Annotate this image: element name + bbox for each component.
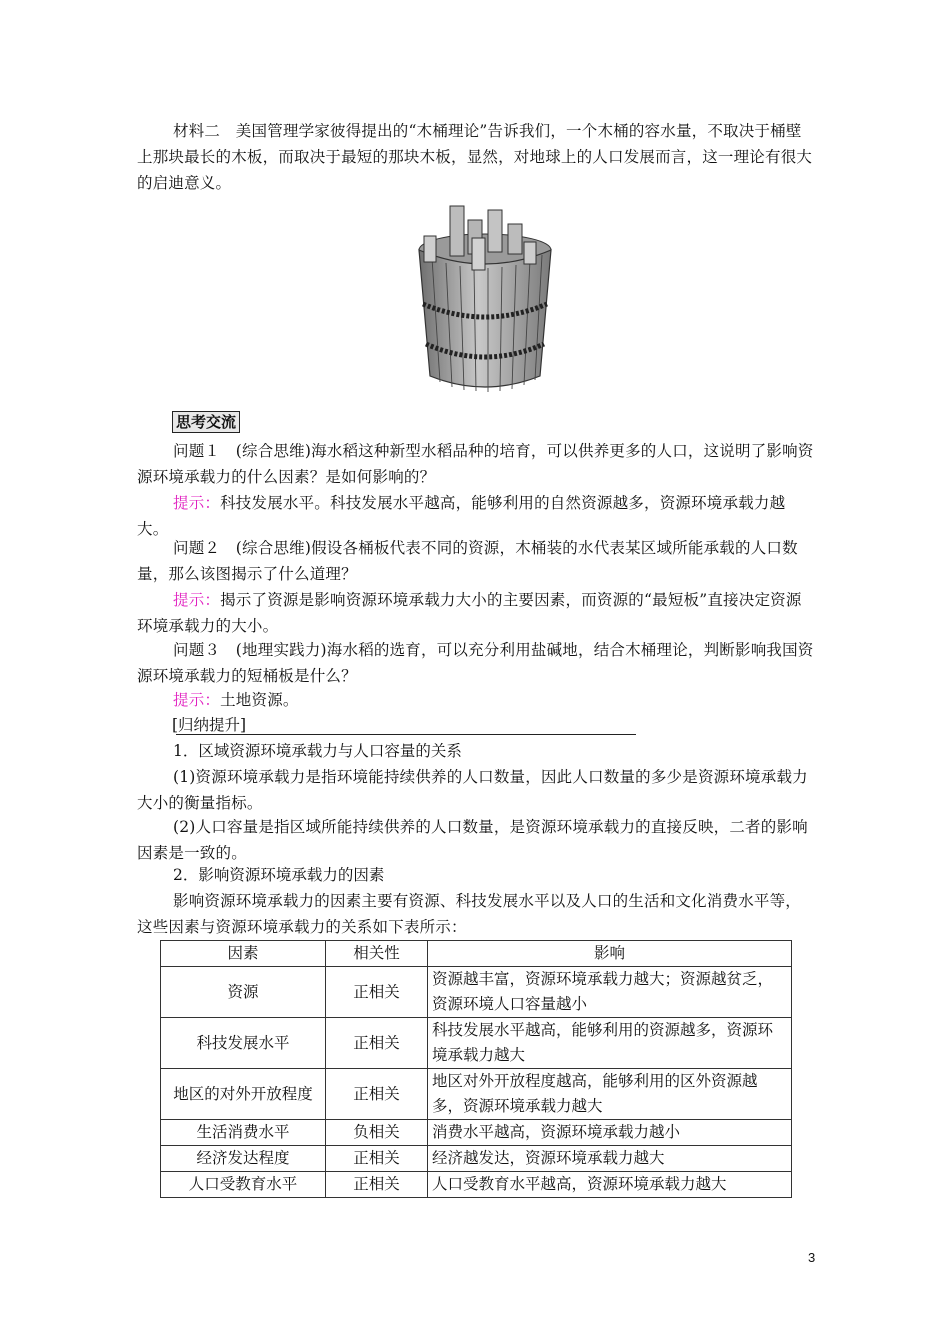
table-cell: 地区的对外开放程度: [161, 1069, 326, 1120]
point-1-a: (1)资源环境承载力是指环境能持续供养的人口数量，因此人口数量的多少是资源环境承载力大小的衡量指标。: [137, 768, 808, 812]
table-header: 相关性: [326, 941, 428, 967]
table-cell: 正相关: [326, 967, 428, 1018]
hint-label: 提示：: [173, 691, 221, 709]
table-cell: 经济越发达，资源环境承载力越大: [428, 1146, 792, 1172]
table-header-row: [161, 941, 792, 967]
factors-table: [160, 940, 792, 1198]
table-cell: 正相关: [326, 1172, 428, 1198]
table-cell: 地区对外开放程度越高，能够利用的区外资源越多，资源环境承载力越大: [428, 1069, 792, 1120]
point-1-b: (2)人口容量是指区域所能持续供养的人口数量，是资源环境承载力的直接反映，二者的影响因素是一致的。: [137, 818, 808, 862]
table-cell: 资源: [161, 967, 326, 1018]
induction-underline: [176, 734, 636, 735]
induction-title: [归纳提升]: [172, 716, 247, 734]
wooden-bucket-illustration: [410, 198, 560, 398]
hint-3: [137, 687, 815, 713]
section-title-think-exchange: 思考交流: [172, 411, 240, 433]
table-cell: 消费水平越高，资源环境承载力越小: [428, 1120, 792, 1146]
table-cell: 正相关: [326, 1018, 428, 1069]
table-row: [161, 1120, 792, 1146]
table-row: [161, 1146, 792, 1172]
table-cell: 经济发达程度: [161, 1146, 326, 1172]
hint-label: 提示：: [173, 591, 221, 609]
table-header: 因素: [161, 941, 326, 967]
table-cell: 人口受教育水平: [161, 1172, 326, 1198]
hint-text: 科技发展水平。科技发展水平越高，能够利用的自然资源越多，资源环境承载力越大。: [137, 494, 786, 538]
table-cell: 生活消费水平: [161, 1120, 326, 1146]
point-2-title: 2．影响资源环境承载力的因素: [173, 866, 385, 884]
table-row: [161, 1018, 792, 1069]
table-cell: 负相关: [326, 1120, 428, 1146]
table-row: [161, 1172, 792, 1198]
hint-text: 土地资源。: [220, 691, 299, 709]
question-2: 问题２ (综合思维)假设各桶板代表不同的资源，木桶装的水代表某区域所能承载的人口数量，那么该图揭示了什么道理？: [137, 539, 798, 583]
table-cell: 人口受教育水平越高，资源环境承载力越大: [428, 1172, 792, 1198]
point-2-text: 影响资源环境承载力的因素主要有资源、科技发展水平以及人口的生活和文化消费水平等，这些因素与资源环境承载力的关系如下表所示：: [137, 892, 802, 936]
material-two-paragraph: 材料二 美国管理学家彼得提出的“木桶理论”告诉我们，一个木桶的容水量，不取决于桶壁上那块最长的木板，而取决于最短的那块木板，显然，对地球上的人口发展而言，这一理论有很大的启迪意义。: [137, 122, 813, 192]
question-1: 问题１ (综合思维)海水稻这种新型水稻品种的培育，可以供养更多的人口，这说明了影响资源环境承载力的什么因素？是如何影响的？: [137, 442, 814, 486]
table-cell: 资源越丰富，资源环境承载力越大；资源越贫乏，资源环境人口容量越小: [428, 967, 792, 1018]
hint-text: 揭示了资源是影响资源环境承载力大小的主要因素，而资源的“最短板”直接决定资源环境承载力的大小。: [137, 591, 802, 635]
table-cell: 正相关: [326, 1069, 428, 1120]
table-cell: 科技发展水平: [161, 1018, 326, 1069]
table-cell: 正相关: [326, 1146, 428, 1172]
table-header: 影响: [428, 941, 792, 967]
table-row: [161, 967, 792, 1018]
hint-label: 提示：: [173, 494, 221, 512]
hint-2: [137, 587, 815, 639]
question-3: 问题３ (地理实践力)海水稻的选育，可以充分利用盐碱地，结合木桶理论，判断影响我国资源环境承载力的短桶板是什么？: [137, 641, 814, 685]
table-cell: 科技发展水平越高，能够利用的资源越多，资源环境承载力越大: [428, 1018, 792, 1069]
table-row: [161, 1069, 792, 1120]
page-number: 3: [808, 1250, 816, 1265]
point-1-title: 1．区域资源环境承载力与人口容量的关系: [173, 742, 462, 760]
